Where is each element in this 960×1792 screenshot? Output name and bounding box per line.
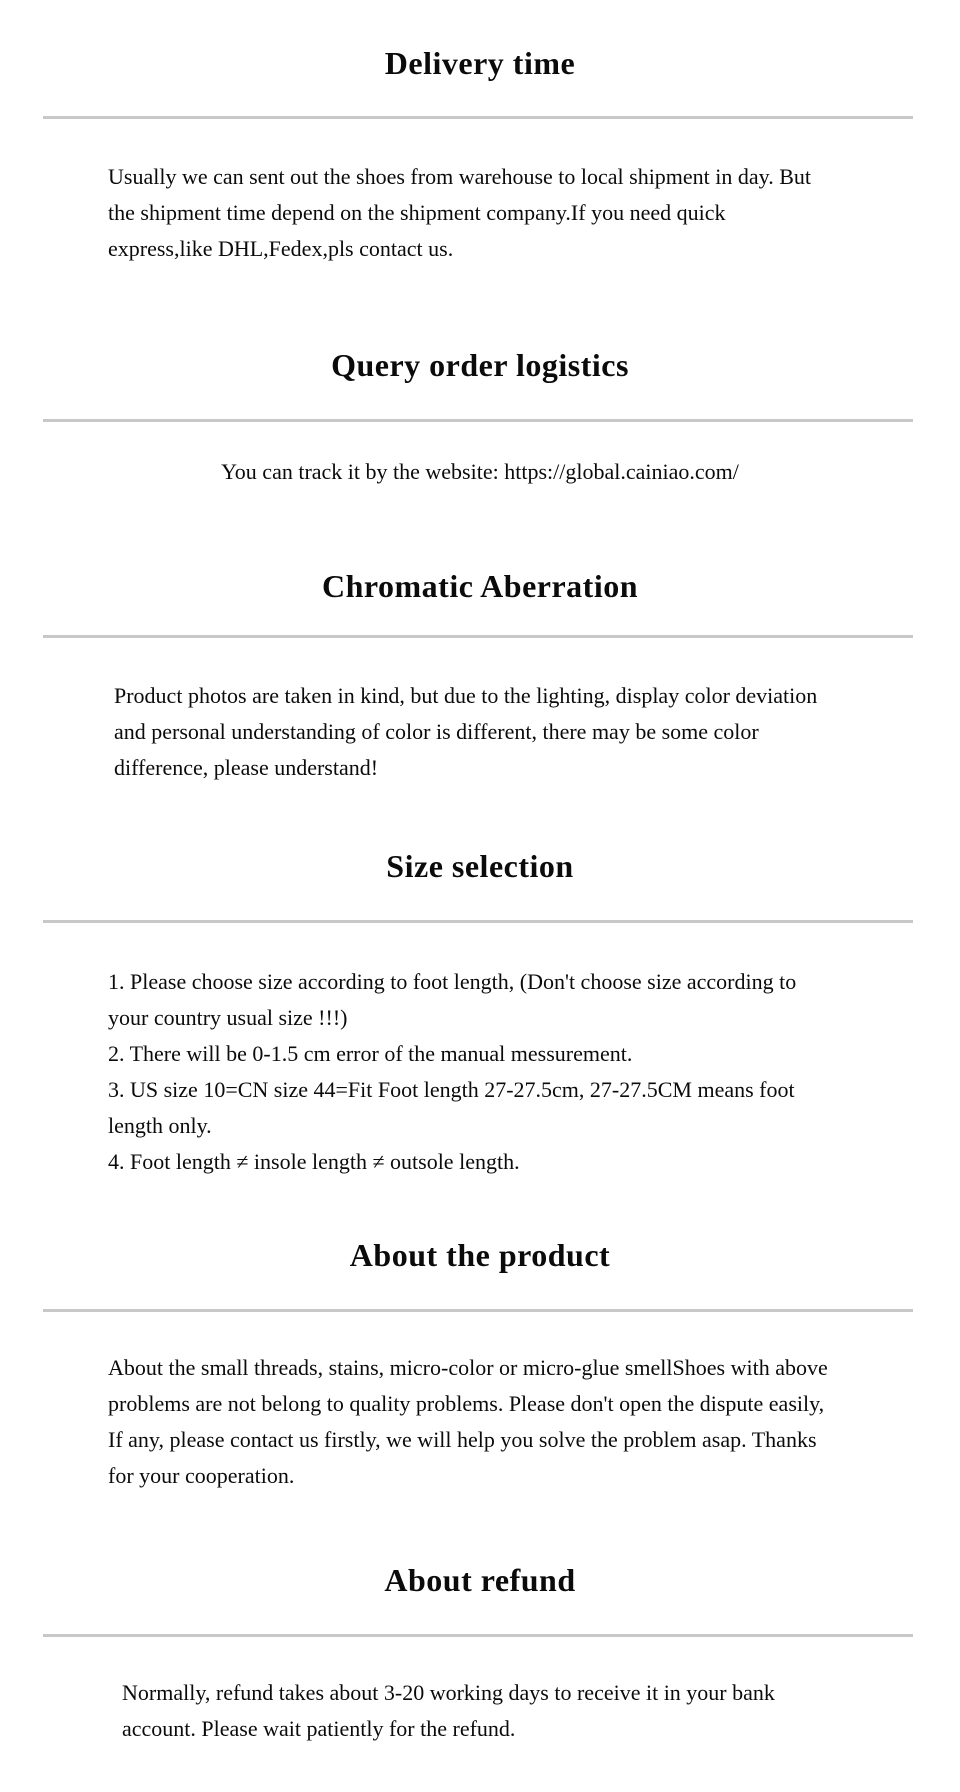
paragraph-line: Product photos are taken in kind, but due to the lighting, display color deviation [114, 683, 818, 708]
size-note-line: 2. There will be 0-1.5 cm error of the manual messurement. [108, 1041, 633, 1066]
paragraph-line: About the small threads, stains, micro-color or micro-glue smellShoes with above [108, 1355, 828, 1380]
section-heading-query-order-logistics: Query order logistics [331, 347, 629, 383]
section-body-query-order-logistics [0, 454, 960, 490]
paragraph-line: for your cooperation. [108, 1463, 295, 1488]
section-divider [43, 419, 913, 422]
section-divider [43, 1309, 913, 1312]
section-body-delivery-time [0, 159, 960, 267]
section-divider [43, 920, 913, 923]
paragraph-line: Usually we can sent out the shoes from warehouse to local shipment in day. But [108, 164, 812, 189]
section-divider [43, 116, 913, 119]
paragraph-line: account. Please wait patiently for the refund. [122, 1716, 516, 1741]
section-query-order-logistics [0, 267, 960, 490]
paragraph-line: difference, please understand! [114, 755, 379, 780]
paragraph-line: Normally, refund takes about 3-20 working days to receive it in your bank [122, 1680, 775, 1705]
section-heading-size-selection: Size selection [386, 848, 574, 884]
section-heading-about-refund: About refund [384, 1562, 576, 1598]
size-note-line: 4. Foot length ≠ insole length ≠ outsole length. [108, 1149, 520, 1174]
section-divider [43, 1634, 913, 1637]
paragraph-line: the shipment time depend on the shipment company.If you need quick [108, 200, 726, 225]
size-note-line: 3. US size 10=CN size 44=Fit Foot length 27-27.5cm, 27-27.5CM means foot [108, 1077, 795, 1102]
section-body-size-selection [0, 964, 960, 1180]
size-note-line: 1. Please choose size according to foot length, (Don't choose size according to [108, 969, 797, 994]
section-about-refund [0, 1494, 960, 1747]
size-note-line: length only. [108, 1113, 212, 1138]
paragraph-line: problems are not belong to quality problems. Please don't open the dispute easily, [108, 1391, 825, 1416]
paragraph-line: and personal understanding of color is different, there may be some color [114, 719, 759, 744]
paragraph-line: express,like DHL,Fedex,pls contact us. [108, 236, 454, 261]
paragraph-line: If any, please contact us firstly, we will help you solve the problem asap. Thanks [108, 1427, 817, 1452]
section-heading-about-the-product: About the product [349, 1237, 611, 1273]
section-heading-delivery-time: Delivery time [384, 45, 576, 81]
section-chromatic-aberration [0, 490, 960, 786]
section-about-the-product [0, 1180, 960, 1494]
tracking-url-line: You can track it by the website: https://global.cainiao.com/ [221, 459, 739, 484]
section-body-about-the-product [0, 1350, 960, 1494]
section-divider [43, 635, 913, 638]
section-size-selection [0, 786, 960, 1180]
section-body-chromatic-aberration [0, 678, 960, 786]
size-note-line: your country usual size !!!) [108, 1005, 348, 1030]
section-delivery-time [0, 0, 960, 267]
section-body-about-refund [0, 1675, 960, 1747]
section-heading-chromatic-aberration: Chromatic Aberration [321, 568, 639, 604]
